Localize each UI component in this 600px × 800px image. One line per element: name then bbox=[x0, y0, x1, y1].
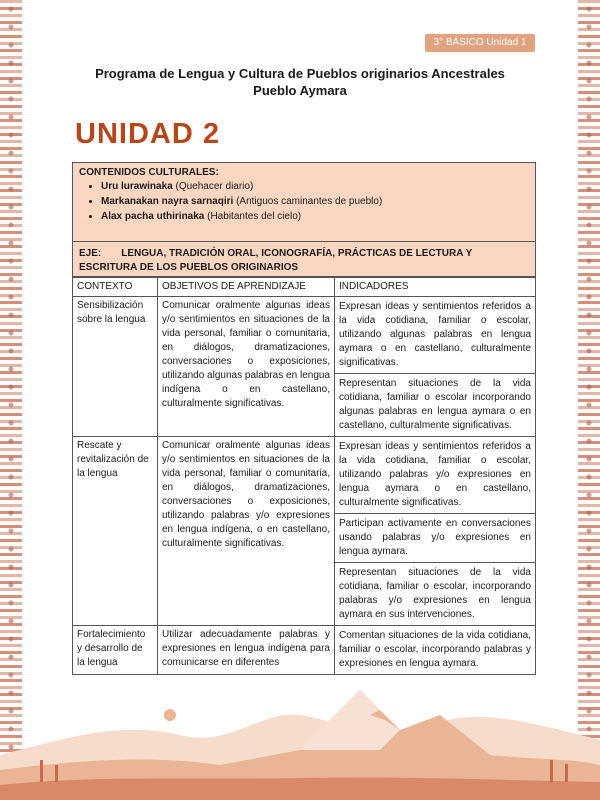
table-header-row bbox=[73, 278, 536, 297]
landscape-illustration bbox=[0, 660, 600, 800]
program-title: Programa de Lengua y Cultura de Pueblos originarios Ancestrales bbox=[95, 66, 505, 81]
cultural-contents-title: CONTENIDOS CULTURALES: bbox=[79, 167, 219, 178]
eje-label: EJE: bbox=[79, 248, 102, 259]
list-item: • Uru lurawinaka (Quehacer diario) bbox=[101, 181, 529, 192]
indicator: Representan situaciones de la vida cotidiana, familiar o escolar incorporando algunas palabras en lengua aymara o en castellano, culturalmente significativas. bbox=[339, 378, 531, 431]
indicator: Representan situaciones de la vida cotidiana, familiar o escolar, incorporando palabras y/o expresiones en lengua aymara en sus intervenciones. bbox=[339, 567, 531, 620]
indicator: Participan activamente en conversaciones usando palabras y/o expresiones en lengua aymara. bbox=[335, 514, 535, 563]
column-header: OBJETIVOS DE APRENDIZAJE bbox=[158, 278, 335, 297]
list-item: • Markanakan nayra sarnaqiri (Antiguos caminantes de pueblo) bbox=[101, 196, 529, 207]
cultural-contents-list bbox=[79, 181, 529, 222]
list-item: • Alax pacha uthirinaka (Habitantes del cielo) bbox=[101, 211, 529, 222]
table-row bbox=[73, 297, 536, 437]
column-header: INDICADORES bbox=[335, 278, 536, 297]
objective-cell: Comunicar oralmente algunas ideas y/o sentimientos en situaciones de la vida personal, familiar o comunitaria, en diálogos, dramatizaciones, conversaciones o exposiciones, utilizando algunas palabras en lengua indígena o en castellano, culturalmente significativas. bbox=[158, 297, 335, 437]
objective-cell: Utilizar adecuadamente palabras y expresiones en lengua indígena para comunicarse en diferentes bbox=[158, 626, 335, 675]
unit-title: UNIDAD 2 bbox=[75, 118, 220, 150]
cultural-contents-box bbox=[72, 162, 536, 242]
context-cell: Sensibilización sobre la lengua bbox=[73, 297, 158, 437]
grade-badge: 3° BÁSICO Unidad 1 bbox=[425, 34, 535, 52]
eje-text: LENGUA, TRADICIÓN ORAL, ICONOGRAFÍA, PRÁCTICAS DE LECTURA Y ESCRITURA DE LOS PUEBLOS ORIGINARIOS bbox=[79, 248, 473, 273]
indicator: Comentan situaciones de la vida cotidiana, familiar o escolar, incorporando palabras y expresiones en lengua aymara. bbox=[339, 630, 531, 669]
learning-table bbox=[72, 277, 536, 675]
program-subtitle: Pueblo Aymara bbox=[253, 83, 347, 98]
table-row bbox=[73, 437, 536, 626]
column-header: CONTEXTO bbox=[73, 278, 158, 297]
context-cell: Fortalecimiento y desarrollo de la lengua bbox=[73, 626, 158, 675]
indicator: Expresan ideas y sentimientos referidos a la vida cotidiana, familiar o escolar, utilizando palabras y/o expresiones en lengua aymara o en castellano, culturalmente significativas. bbox=[335, 437, 535, 514]
indicators-cell bbox=[335, 297, 536, 437]
context-cell: Rescate y revitalización de la lengua bbox=[73, 437, 158, 626]
eje-box bbox=[72, 242, 536, 277]
indicator: Expresan ideas y sentimientos referidos a la vida cotidiana, familiar o escolar, utilizando algunas palabras en lengua aymara o en castellano, culturalmente significativas. bbox=[335, 297, 535, 374]
objective-cell: Comunicar oralmente algunas ideas y/o sentimientos en situaciones de la vida personal, familiar o comunitaria, en diálogos, dramatizaciones, conversaciones o exposiciones, utilizando palabras y/o expresiones en lengua indígena, o en castellano, culturalmente significativas. bbox=[158, 437, 335, 626]
indicators-cell bbox=[335, 437, 536, 626]
